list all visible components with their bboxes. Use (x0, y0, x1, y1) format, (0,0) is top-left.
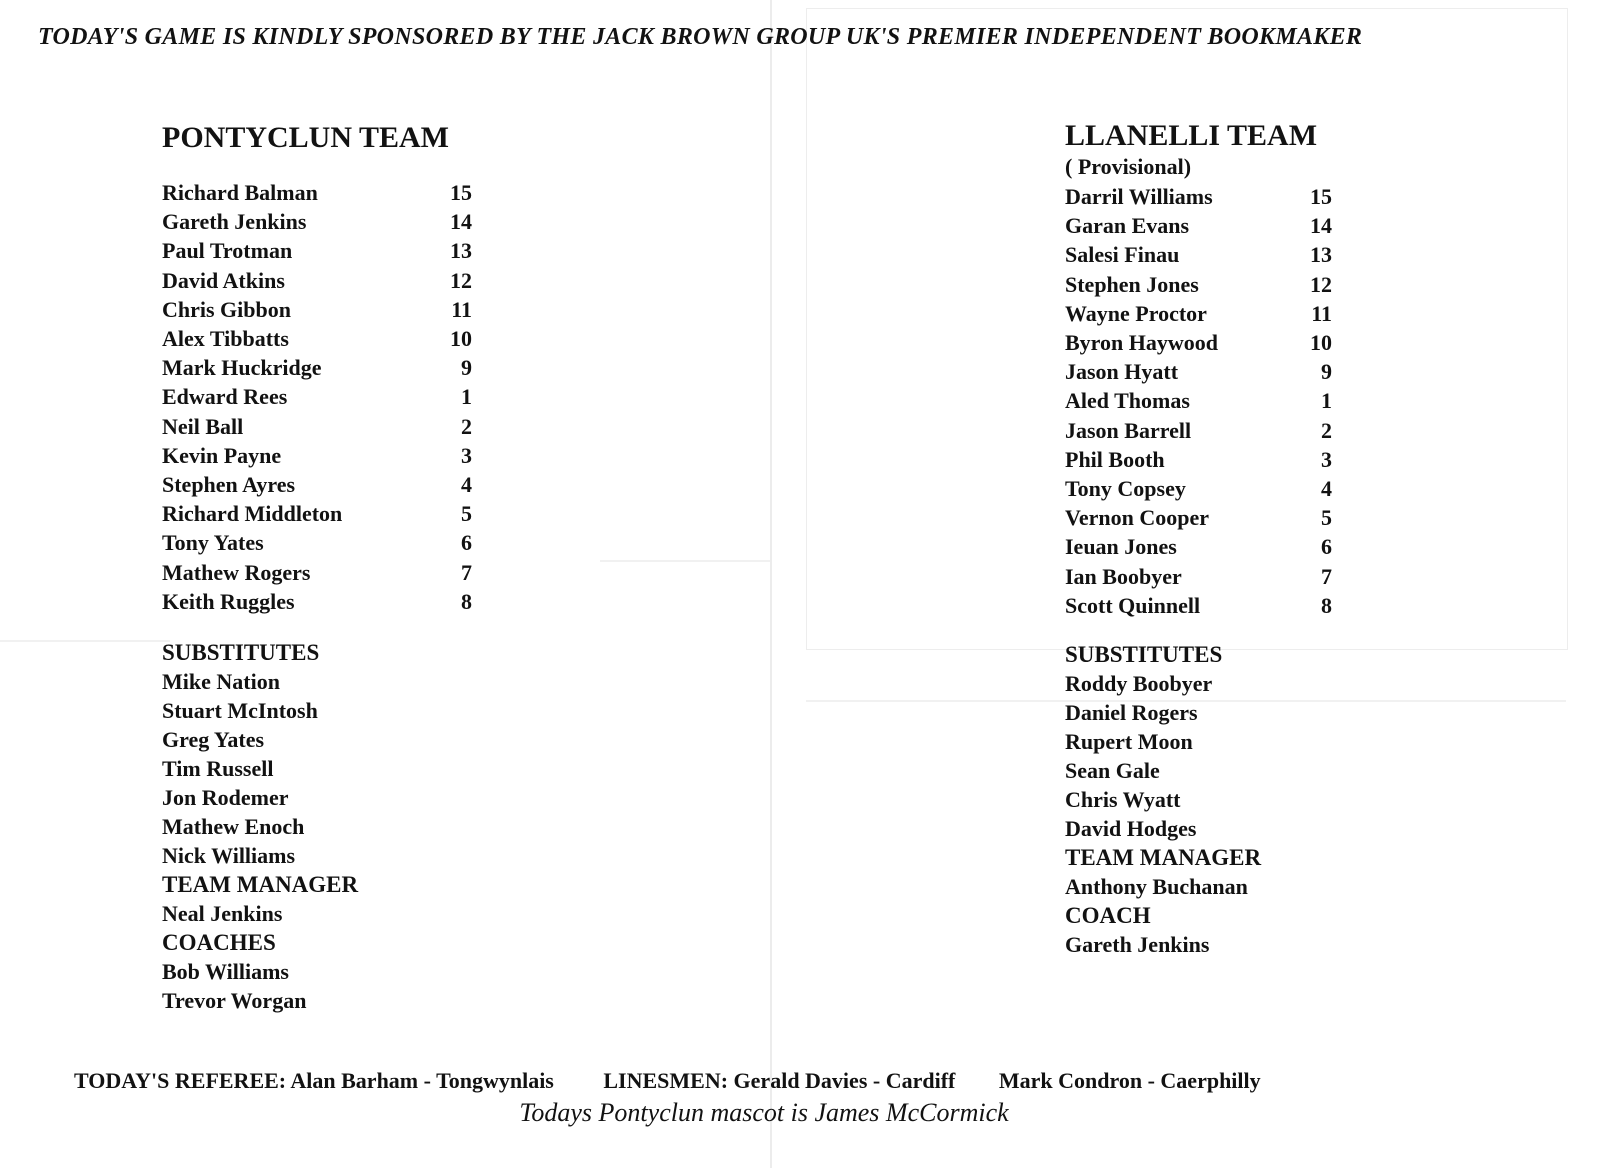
manager-name: Neal Jenkins (162, 901, 283, 927)
player-row (162, 558, 472, 587)
player-row (162, 587, 472, 616)
team-roster (1065, 182, 1332, 620)
team-title: LLANELLI TEAM (1065, 119, 1318, 152)
player-number: 12 (1310, 271, 1332, 297)
coaches-title: COACHES (162, 930, 276, 956)
player-number: 10 (450, 326, 472, 352)
player-name: Stephen Ayres (162, 472, 296, 498)
player-number: 9 (1321, 359, 1332, 385)
substitute-name: Daniel Rogers (1065, 700, 1198, 726)
coach-title: COACH (1065, 903, 1151, 929)
player-name: Byron Haywood (1065, 330, 1219, 356)
player-name: Mathew Rogers (162, 559, 311, 585)
player-name: Phil Booth (1065, 446, 1165, 472)
substitutes-section (162, 638, 472, 1015)
player-row (162, 441, 472, 470)
player-name: Tony Copsey (1065, 476, 1186, 502)
coach-name: Bob Williams (162, 959, 289, 985)
player-number: 1 (1321, 388, 1332, 414)
player-row (1065, 416, 1332, 445)
sponsor-banner: TODAY'S GAME IS KINDLY SPONSORED BY THE JACK BROWN GROUP UK'S PREMIER INDEPENDENT BOOKMAKER (38, 24, 1363, 50)
player-number: 4 (461, 472, 472, 498)
manager-title: TEAM MANAGER (162, 872, 359, 898)
player-number: 2 (461, 413, 472, 439)
player-row (162, 470, 472, 499)
player-row (162, 236, 472, 265)
player-name: Neil Ball (162, 413, 244, 439)
player-name: David Atkins (162, 267, 285, 293)
substitute-name: Chris Wyatt (1065, 787, 1181, 813)
player-row (1065, 532, 1332, 561)
substitute-name: Tim Russell (162, 756, 274, 782)
llanelli-team-section (1065, 118, 1332, 959)
player-name: Vernon Cooper (1065, 505, 1210, 531)
player-number: 11 (451, 296, 472, 322)
player-name: Kevin Payne (162, 442, 282, 468)
player-number: 13 (450, 238, 472, 264)
player-row (162, 528, 472, 557)
player-name: Salesi Finau (1065, 242, 1180, 268)
player-number: 13 (1310, 242, 1332, 268)
player-number: 12 (450, 267, 472, 293)
manager-title: TEAM MANAGER (1065, 845, 1262, 871)
player-number: 15 (450, 180, 472, 205)
pontyclun-team-section (162, 120, 472, 1015)
substitute-name: David Hodges (1065, 816, 1197, 842)
player-name: Mark Huckridge (162, 355, 322, 381)
player-number: 6 (461, 530, 472, 556)
player-row (1065, 270, 1332, 299)
player-number: 7 (1321, 563, 1332, 589)
player-name: Edward Rees (162, 384, 288, 410)
player-name: Aled Thomas (1065, 388, 1190, 414)
player-row (162, 295, 472, 324)
player-name: Stephen Jones (1065, 271, 1199, 297)
match-officials (74, 1068, 1574, 1094)
player-name: Richard Balman (162, 180, 318, 205)
player-row (1065, 299, 1332, 328)
substitute-name: Rupert Moon (1065, 729, 1193, 755)
substitute-name: Mathew Enoch (162, 814, 305, 840)
player-row (162, 499, 472, 528)
player-row (1065, 328, 1332, 357)
substitute-name: Roddy Boobyer (1065, 671, 1213, 697)
player-name: Richard Middleton (162, 501, 343, 527)
substitute-name: Jon Rodemer (162, 785, 289, 811)
player-row (1065, 445, 1332, 474)
mascot-line: Todays Pontyclun mascot is James McCormick (519, 1098, 1009, 1127)
coach-name: Gareth Jenkins (1065, 932, 1210, 958)
coach-name: Trevor Worgan (162, 988, 307, 1014)
player-row (162, 207, 472, 236)
player-number: 14 (450, 209, 472, 235)
player-name: Ieuan Jones (1065, 534, 1177, 560)
manager-name: Anthony Buchanan (1065, 874, 1248, 900)
player-row (1065, 211, 1332, 240)
substitute-name: Stuart McIntosh (162, 698, 318, 724)
player-row (162, 353, 472, 382)
substitutes-title: SUBSTITUTES (1065, 642, 1223, 668)
player-row (162, 178, 472, 207)
show-through-rule (600, 560, 770, 562)
player-number: 14 (1310, 213, 1332, 239)
substitutes-section (1065, 640, 1332, 959)
team-note: ( Provisional) (1065, 154, 1192, 179)
substitutes-title: SUBSTITUTES (162, 640, 320, 666)
player-name: Keith Ruggles (162, 588, 295, 614)
player-number: 6 (1321, 534, 1332, 560)
player-name: Chris Gibbon (162, 296, 291, 322)
player-row (1065, 503, 1332, 532)
player-number: 10 (1310, 330, 1332, 356)
player-number: 8 (461, 588, 472, 614)
player-row (1065, 386, 1332, 415)
player-number: 9 (461, 355, 472, 381)
player-name: Paul Trotman (162, 238, 293, 264)
second-linesman: Mark Condron - Caerphilly (998, 1068, 1261, 1093)
player-name: Garan Evans (1065, 213, 1190, 239)
team-title: PONTYCLUN TEAM (162, 121, 449, 154)
player-row (1065, 240, 1332, 269)
player-number: 5 (461, 501, 472, 527)
player-name: Jason Barrell (1065, 417, 1192, 443)
substitute-name: Greg Yates (162, 727, 265, 753)
player-row (162, 412, 472, 441)
player-name: Jason Hyatt (1065, 359, 1179, 385)
substitute-name: Mike Nation (162, 669, 280, 695)
player-number: 3 (461, 442, 472, 468)
player-number: 15 (1310, 184, 1332, 209)
referee-line: TODAY'S REFEREE: Alan Barham - Tongwynlais (74, 1068, 554, 1093)
player-row (162, 266, 472, 295)
team-roster (162, 178, 472, 616)
page-fold (770, 0, 772, 1168)
player-name: Tony Yates (162, 530, 264, 556)
substitute-name: Sean Gale (1065, 758, 1160, 784)
player-number: 11 (1311, 300, 1332, 326)
player-row (1065, 591, 1332, 620)
player-row (1065, 182, 1332, 211)
player-number: 3 (1321, 446, 1332, 472)
show-through-rule (0, 640, 170, 642)
player-name: Gareth Jenkins (162, 209, 307, 235)
player-row (1065, 357, 1332, 386)
linesmen-line: LINESMEN: Gerald Davies - Cardiff (603, 1068, 956, 1093)
player-name: Ian Boobyer (1065, 563, 1182, 589)
player-name: Wayne Proctor (1065, 300, 1207, 326)
player-row (1065, 562, 1332, 591)
player-number: 4 (1321, 476, 1332, 502)
player-name: Scott Quinnell (1065, 592, 1201, 618)
player-number: 8 (1321, 592, 1332, 618)
substitute-name: Nick Williams (162, 843, 296, 869)
player-row (162, 382, 472, 411)
player-number: 2 (1321, 417, 1332, 443)
player-row (162, 324, 472, 353)
player-name: Darril Williams (1065, 184, 1213, 209)
player-number: 5 (1321, 505, 1332, 531)
player-number: 7 (461, 559, 472, 585)
player-name: Alex Tibbatts (162, 326, 289, 352)
player-row (1065, 474, 1332, 503)
player-number: 1 (461, 384, 472, 410)
